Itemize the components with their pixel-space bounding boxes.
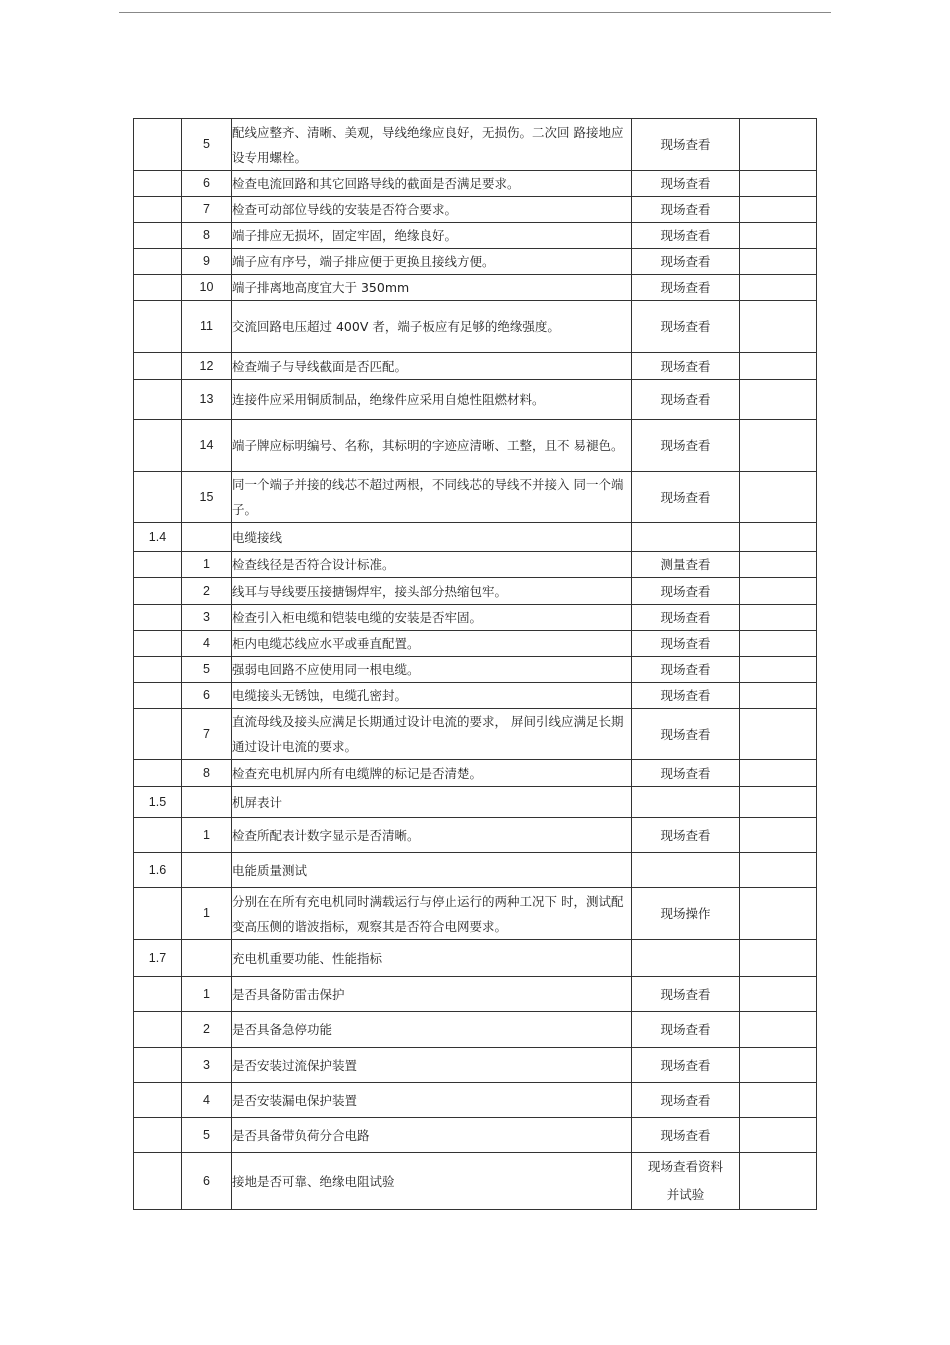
result-cell — [740, 818, 817, 853]
method-cell: 现场查看 — [632, 197, 740, 223]
inspection-table-body — [134, 119, 817, 1210]
result-cell — [740, 552, 817, 578]
table-row — [134, 657, 817, 683]
method-cell: 现场查看 — [632, 301, 740, 353]
item-number-cell: 6 — [182, 1153, 232, 1210]
item-number-cell: 10 — [182, 275, 232, 301]
method-line: 现场查看资料 — [647, 1159, 723, 1174]
check-item-cell: 电能质量测试 — [232, 853, 632, 888]
method-cell: 现场查看 — [632, 249, 740, 275]
table-row — [134, 1153, 817, 1210]
item-number-cell — [182, 940, 232, 977]
table-row — [134, 709, 817, 760]
item-number-cell: 6 — [182, 683, 232, 709]
item-number-cell: 4 — [182, 1083, 232, 1118]
item-number-cell: 6 — [182, 171, 232, 197]
check-item-cell: 检查引入柜电缆和铠装电缆的安装是否牢固。 — [232, 605, 632, 631]
method-cell — [632, 853, 740, 888]
method-cell: 现场查看 — [632, 578, 740, 605]
method-cell: 现场操作 — [632, 888, 740, 940]
table-row — [134, 578, 817, 605]
method-cell: 现场查看 — [632, 818, 740, 853]
check-item-cell: 机屏表计 — [232, 787, 632, 818]
table-row — [134, 683, 817, 709]
item-number-cell — [182, 853, 232, 888]
section-number-cell — [134, 657, 182, 683]
result-cell — [740, 760, 817, 787]
method-cell: 现场查看 — [632, 420, 740, 472]
section-number-cell — [134, 171, 182, 197]
table-row — [134, 1012, 817, 1048]
result-cell — [740, 301, 817, 353]
check-item-cell: 是否具备急停功能 — [232, 1012, 632, 1048]
check-item-cell: 电缆接线 — [232, 523, 632, 552]
section-number-cell — [134, 1153, 182, 1210]
check-item-cell: 连接件应采用铜质制品，绝缘件应采用自熄性阻燃材料。 — [232, 380, 632, 420]
result-cell — [740, 1048, 817, 1083]
section-number-cell — [134, 420, 182, 472]
item-number-cell: 13 — [182, 380, 232, 420]
result-cell — [740, 472, 817, 523]
section-number-cell: 1.7 — [134, 940, 182, 977]
result-cell — [740, 249, 817, 275]
table-row — [134, 197, 817, 223]
item-number-cell: 9 — [182, 249, 232, 275]
method-cell: 现场查看 — [632, 223, 740, 249]
method-cell: 现场查看 — [632, 1048, 740, 1083]
section-number-cell — [134, 818, 182, 853]
check-item-cell: 检查可动部位导线的安装是否符合要求。 — [232, 197, 632, 223]
section-number-cell: 1.6 — [134, 853, 182, 888]
method-cell: 现场查看 — [632, 119, 740, 171]
check-item-cell: 分别在在所有充电机同时满载运行与停止运行的两种工况下 时，测试配变高压侧的谐波指标，观察其是否符合电网要求。 — [232, 888, 632, 940]
section-number-cell — [134, 605, 182, 631]
table-row — [134, 631, 817, 657]
check-item-cell: 端子排离地高度宜大于 350mm — [232, 275, 632, 301]
check-item-cell: 直流母线及接头应满足长期通过设计电流的要求， 屏间引线应满足长期通过设计电流的要求。 — [232, 709, 632, 760]
section-number-cell — [134, 1083, 182, 1118]
check-item-cell: 接地是否可靠、绝缘电阻试验 — [232, 1153, 632, 1210]
section-number-cell — [134, 275, 182, 301]
header-rule — [119, 12, 831, 13]
check-item-cell: 是否安装过流保护装置 — [232, 1048, 632, 1083]
result-cell — [740, 1153, 817, 1210]
result-cell — [740, 523, 817, 552]
table-row — [134, 353, 817, 380]
method-cell: 现场查看 — [632, 977, 740, 1012]
table-row — [134, 301, 817, 353]
result-cell — [740, 888, 817, 940]
section-number-cell — [134, 709, 182, 760]
check-item-cell: 线耳与导线要压接搪锡焊牢，接头部分热缩包牢。 — [232, 578, 632, 605]
table-row — [134, 760, 817, 787]
check-item-cell: 强弱电回路不应使用同一根电缆。 — [232, 657, 632, 683]
item-number-cell: 1 — [182, 977, 232, 1012]
inspection-table — [133, 118, 817, 1210]
section-number-cell — [134, 977, 182, 1012]
item-number-cell: 5 — [182, 119, 232, 171]
table-row — [134, 888, 817, 940]
check-item-cell: 端子排应无损坏，固定牢固，绝缘良好。 — [232, 223, 632, 249]
table-row — [134, 552, 817, 578]
section-number-cell — [134, 380, 182, 420]
result-cell — [740, 787, 817, 818]
item-number-cell: 5 — [182, 1118, 232, 1153]
result-cell — [740, 657, 817, 683]
method-cell: 现场查看 — [632, 1083, 740, 1118]
section-number-cell — [134, 683, 182, 709]
section-number-cell — [134, 223, 182, 249]
item-number-cell: 14 — [182, 420, 232, 472]
method-cell — [632, 523, 740, 552]
check-item-cell: 检查线径是否符合设计标准。 — [232, 552, 632, 578]
result-cell — [740, 605, 817, 631]
method-cell: 现场查看 — [632, 657, 740, 683]
method-cell: 现场查看 — [632, 709, 740, 760]
table-row — [134, 223, 817, 249]
method-cell — [632, 1153, 740, 1210]
section-number-cell — [134, 631, 182, 657]
result-cell — [740, 171, 817, 197]
table-row — [134, 1083, 817, 1118]
item-number-cell: 3 — [182, 1048, 232, 1083]
result-cell — [740, 977, 817, 1012]
result-cell — [740, 275, 817, 301]
result-cell — [740, 197, 817, 223]
check-item-cell: 柜内电缆芯线应水平或垂直配置。 — [232, 631, 632, 657]
table-row — [134, 472, 817, 523]
item-number-cell: 5 — [182, 657, 232, 683]
section-number-cell — [134, 578, 182, 605]
method-cell: 现场查看 — [632, 380, 740, 420]
result-cell — [740, 223, 817, 249]
section-number-cell: 1.4 — [134, 523, 182, 552]
result-cell — [740, 940, 817, 977]
table-row — [134, 818, 817, 853]
result-cell — [740, 709, 817, 760]
item-number-cell: 2 — [182, 578, 232, 605]
table-row — [134, 171, 817, 197]
check-item-cell: 检查充电机屏内所有电缆牌的标记是否清楚。 — [232, 760, 632, 787]
check-item-cell: 同一个端子并接的线芯不超过两根，不同线芯的导线不并接入 同一个端子。 — [232, 472, 632, 523]
check-item-cell: 端子应有序号，端子排应便于更换且接线方便。 — [232, 249, 632, 275]
method-cell: 现场查看 — [632, 472, 740, 523]
method-cell: 现场查看 — [632, 605, 740, 631]
method-line: 并试验 — [666, 1187, 705, 1202]
item-number-cell: 2 — [182, 1012, 232, 1048]
item-number-cell: 15 — [182, 472, 232, 523]
table-row — [134, 249, 817, 275]
result-cell — [740, 420, 817, 472]
section-number-cell — [134, 353, 182, 380]
method-cell: 现场查看 — [632, 631, 740, 657]
item-number-cell: 7 — [182, 197, 232, 223]
item-number-cell: 3 — [182, 605, 232, 631]
item-number-cell — [182, 523, 232, 552]
result-cell — [740, 1083, 817, 1118]
check-item-cell: 是否具备带负荷分合电路 — [232, 1118, 632, 1153]
section-number-cell — [134, 197, 182, 223]
table-row — [134, 275, 817, 301]
check-item-cell: 充电机重要功能、性能指标 — [232, 940, 632, 977]
method-cell: 测量查看 — [632, 552, 740, 578]
section-number-cell: 1.5 — [134, 787, 182, 818]
section-number-cell — [134, 552, 182, 578]
method-cell: 现场查看 — [632, 683, 740, 709]
item-number-cell: 1 — [182, 818, 232, 853]
method-cell: 现场查看 — [632, 1012, 740, 1048]
check-item-cell: 电缆接头无锈蚀，电缆孔密封。 — [232, 683, 632, 709]
section-row — [134, 787, 817, 818]
table-row — [134, 605, 817, 631]
item-number-cell: 4 — [182, 631, 232, 657]
section-number-cell — [134, 472, 182, 523]
section-row — [134, 523, 817, 552]
result-cell — [740, 631, 817, 657]
item-number-cell: 8 — [182, 223, 232, 249]
result-cell — [740, 683, 817, 709]
section-number-cell — [134, 119, 182, 171]
method-cell — [632, 940, 740, 977]
method-cell: 现场查看 — [632, 1118, 740, 1153]
check-item-cell: 检查电流回路和其它回路导线的截面是否满足要求。 — [232, 171, 632, 197]
result-cell — [740, 578, 817, 605]
check-item-cell: 是否具备防雷击保护 — [232, 977, 632, 1012]
item-number-cell: 1 — [182, 888, 232, 940]
section-row — [134, 940, 817, 977]
method-cell: 现场查看 — [632, 760, 740, 787]
table-row — [134, 119, 817, 171]
result-cell — [740, 853, 817, 888]
method-cell — [632, 787, 740, 818]
item-number-cell: 8 — [182, 760, 232, 787]
check-item-cell: 端子牌应标明编号、名称，其标明的字迹应清晰、工整，且不 易褪色。 — [232, 420, 632, 472]
table-row — [134, 977, 817, 1012]
section-number-cell — [134, 888, 182, 940]
method-cell: 现场查看 — [632, 275, 740, 301]
table-row — [134, 1048, 817, 1083]
check-item-cell: 交流回路电压超过 400V 者，端子板应有足够的绝缘强度。 — [232, 301, 632, 353]
table-row — [134, 420, 817, 472]
table-row — [134, 380, 817, 420]
check-item-cell: 检查端子与导线截面是否匹配。 — [232, 353, 632, 380]
section-number-cell — [134, 1048, 182, 1083]
section-number-cell — [134, 1118, 182, 1153]
item-number-cell: 12 — [182, 353, 232, 380]
method-cell: 现场查看 — [632, 171, 740, 197]
item-number-cell: 11 — [182, 301, 232, 353]
check-item-cell: 配线应整齐、清晰、美观，导线绝缘应良好，无损伤。二次回 路接地应设专用螺栓。 — [232, 119, 632, 171]
result-cell — [740, 1012, 817, 1048]
check-item-cell: 是否安装漏电保护装置 — [232, 1083, 632, 1118]
check-item-cell: 检查所配表计数字显示是否清晰。 — [232, 818, 632, 853]
result-cell — [740, 353, 817, 380]
item-number-cell: 1 — [182, 552, 232, 578]
item-number-cell — [182, 787, 232, 818]
method-cell: 现场查看 — [632, 353, 740, 380]
item-number-cell: 7 — [182, 709, 232, 760]
section-number-cell — [134, 249, 182, 275]
section-number-cell — [134, 760, 182, 787]
table-row — [134, 1118, 817, 1153]
result-cell — [740, 380, 817, 420]
result-cell — [740, 1118, 817, 1153]
section-number-cell — [134, 1012, 182, 1048]
section-number-cell — [134, 301, 182, 353]
section-row — [134, 853, 817, 888]
result-cell — [740, 119, 817, 171]
